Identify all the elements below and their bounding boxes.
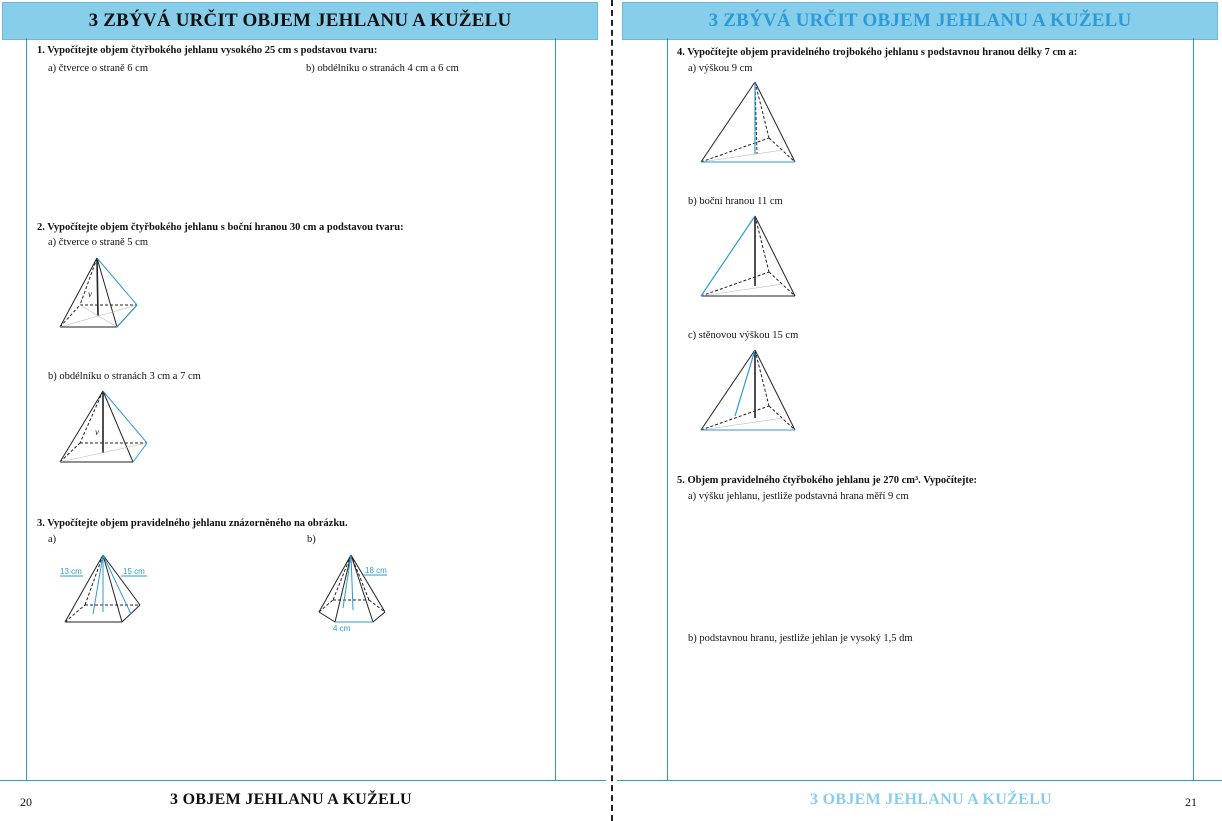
question-5: 5. Objem pravidelného čtyřbokého jehlanu je 270 cm³. Vypočítejte: [677,475,978,486]
page-number-right: 21 [1185,795,1197,809]
figure-square-pyramid [55,255,145,333]
right-page-header: 3 ZBÝVÁ URČIT OBJEM JEHLANU A KUŽELU [622,2,1218,40]
question-4a: a) výškou 9 cm [688,63,753,74]
question-3: 3. Vypočítejte objem pravidelného jehlanu znázorněného na obrázku. [37,518,348,529]
left-footer-line [0,780,606,781]
question-2: 2. Vypočítejte objem čtyřbokého jehlanu s boční hranou 30 cm a podstavou tvaru: [37,222,404,233]
figure-rectangular-pyramid [55,388,155,468]
left-page-header: 3 ZBÝVÁ URČIT OBJEM JEHLANU A KUŽELU [2,2,598,40]
page-divider [611,0,613,821]
question-5b: b) podstavnou hranu, jestliže jehlan je vysoký 1,5 dm [688,633,913,644]
slant-label-15: 15 cm [123,567,145,576]
right-footer-line [617,780,1222,781]
question-5a: a) výšku jehlanu, jestliže podstavná hrana měří 9 cm [688,491,909,502]
figure-triangular-pyramid-b [699,212,799,300]
right-footer-title: 3 OBJEM JEHLANU A KUŽELU [810,791,1052,808]
page-number-left: 20 [20,795,32,809]
figure-triangular-pyramid-c [699,346,799,434]
figure-pyramid-3a [55,550,155,630]
slant-label-18: 18 cm [365,566,387,575]
question-4: 4. Vypočítejte objem pravidelného trojbokého jehlanu s podstavnou hranou délky 7 cm a: [677,47,1078,58]
question-3a: a) [48,534,57,545]
height-label-2: v [95,427,99,437]
right-page [617,0,1222,821]
left-footer-title: 3 OBJEM JEHLANU A KUŽELU [170,791,412,808]
question-4c: c) stěnovou výškou 15 cm [688,330,799,341]
figure-pyramid-3b [313,550,393,635]
figure-triangular-pyramid-a [699,78,799,166]
question-1a: a) čtverce o straně 6 cm [48,63,148,74]
question-2a: a) čtverce o straně 5 cm [48,237,148,248]
question-3b: b) [307,534,316,545]
left-page [0,0,606,821]
question-2b: b) obdélníku o stranách 3 cm a 7 cm [48,371,201,382]
question-1: 1. Vypočítejte objem čtyřbokého jehlanu vysokého 25 cm s podstavou tvaru: [37,45,378,56]
slant-label-13: 13 cm [60,567,82,576]
question-1b: b) obdélníku o stranách 4 cm a 6 cm [306,63,459,74]
base-label-4: 4 cm [333,624,351,633]
height-label: v [88,289,92,299]
question-4b: b) boční hranou 11 cm [688,196,783,207]
